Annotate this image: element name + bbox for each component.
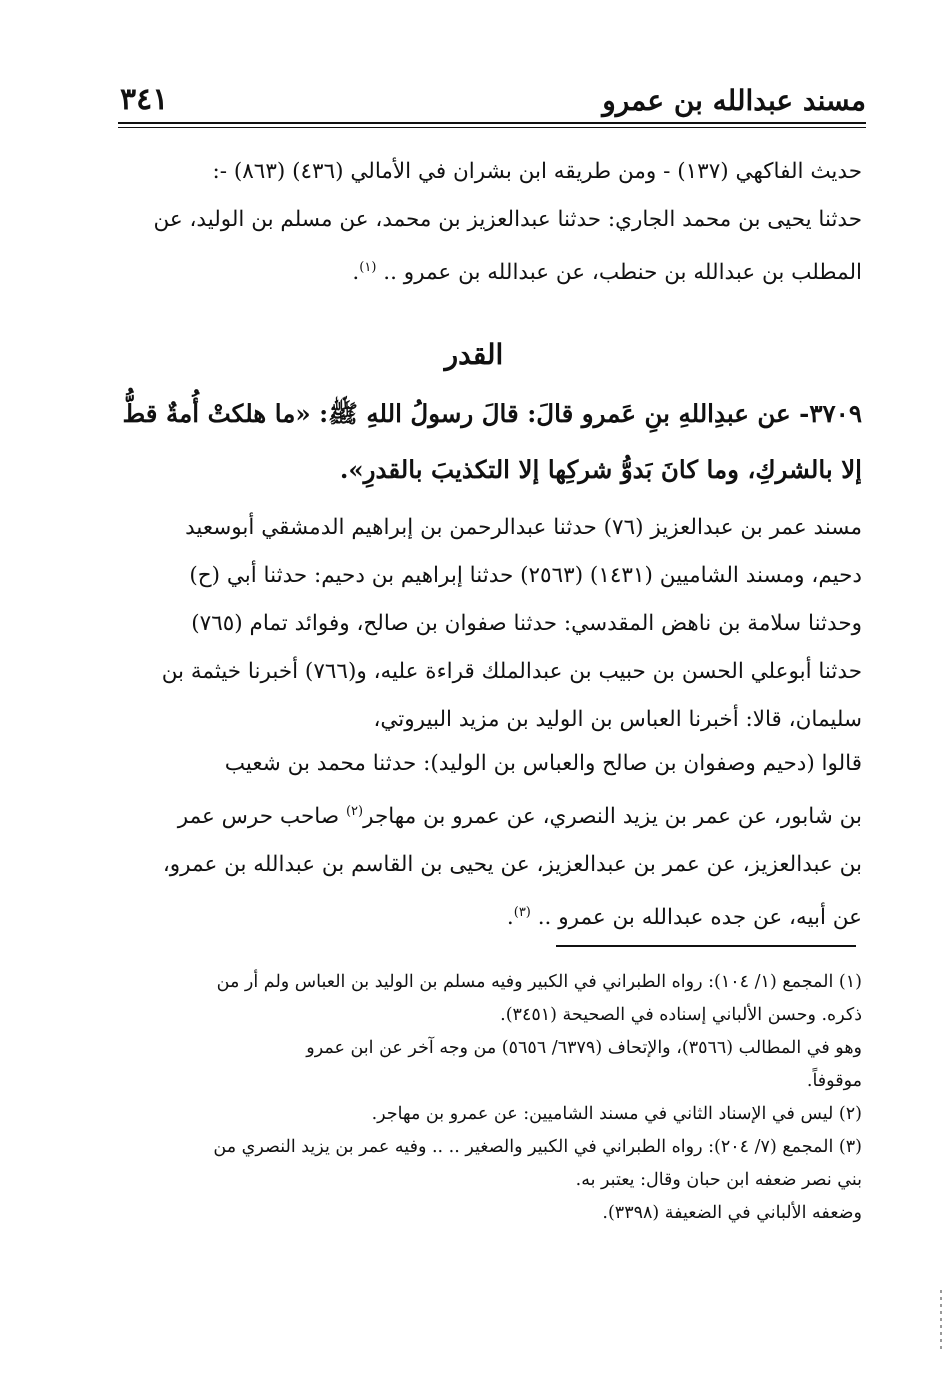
running-header-title: مسند عبدالله بن عمرو	[602, 84, 866, 117]
text-line: وحدثنا سلامة بن ناهض المقدسي: حدثنا صفوان بن صالح، وفوائد تمام (٧٦٥)	[191, 611, 862, 636]
text-line: سليمان، قالا: أخبرنا العباس بن الوليد بن مزيد البيروتي،	[373, 707, 862, 732]
page-number: ٣٤١	[120, 82, 169, 117]
text-line: بن عبدالعزيز، عن عمر بن عبدالعزيز، عن يحيى بن القاسم بن عبدالله بن عمرو،	[162, 852, 862, 878]
footnote-line: ذكره. وحسن الألباني إسناده في الصحيحة (٣٤٥١).	[500, 1005, 862, 1025]
footnote-line: (٣) المجمع (٧/ ٢٠٤): رواه الطبراني في الكبير والصغير .. .. وفيه عمر بن يزيد النصري من	[213, 1137, 862, 1157]
header-rule-thin	[118, 127, 866, 128]
hadith-line: ٣٧٠٩- عن عبدِاللهِ بنِ عَمرو قالَ: قالَ رسولُ اللهِ ﷺ: «ما هلكتْ أُمةٌ قطُّ	[122, 399, 862, 428]
text-line: مسند عمر بن عبدالعزيز (٧٦) حدثنا عبدالرحمن بن إبراهيم الدمشقي أبوسعيد	[185, 515, 862, 540]
text-line: قالوا (دحيم وصفوان بن صالح والعباس بن الوليد): حدثنا محمد بن شعيب	[224, 751, 862, 776]
footnote-ref: (٢)	[345, 804, 364, 819]
footnote-line: وضعفه الألباني في الضعيفة (٣٣٩٨).	[602, 1203, 862, 1223]
hadith-line: إلا بالشركِ، وما كانَ بَدوُّ شركِها إلا التكذيبَ بالقدرِ».	[339, 455, 862, 484]
page-edge-marks	[940, 1290, 942, 1350]
text-line	[118, 889, 862, 942]
footnotes	[118, 966, 862, 1230]
text-line: حدثنا يحيى بن محمد الجاري: حدثنا عبدالعزيز بن محمد، عن مسلم بن الوليد، عن	[153, 207, 862, 232]
text-line	[118, 244, 862, 297]
intro-paragraph	[118, 148, 862, 297]
footnote-ref: (١)	[359, 260, 377, 275]
text-segment: بن شابور، عن عمر بن يزيد النصري، عن عمرو بن مهاجر	[363, 804, 862, 830]
footnote-line: وهو في المطالب (٣٥٦٦)، والإتحاف (٦٣٧٩/ ٥٦٥٦) من وجه آخر عن ابن عمرو	[306, 1038, 862, 1058]
sources-paragraph	[118, 504, 862, 744]
footnote-line: بني نصر ضعفه ابن حبان وقال: يعتبر به.	[575, 1170, 862, 1190]
footnote-line: موقوفاً.	[806, 1071, 862, 1091]
end-dot: .	[352, 260, 360, 286]
text-segment: عن أبيه، عن جده عبدالله بن عمرو ..	[537, 905, 862, 931]
text-segment: صاحب حرس عمر	[177, 804, 346, 830]
footnote-ref: (٣)	[513, 905, 531, 921]
footnote-line: (٢) ليس في الإسناد الثاني في مسند الشاميين: عن عمرو بن مهاجر.	[371, 1104, 862, 1124]
end-dot: .	[506, 905, 514, 931]
text-line: دحيم، ومسند الشاميين (١٤٣١) (٢٥٦٣) حدثنا إبراهيم بن دحيم: حدثنا أبي (ح)	[189, 563, 862, 588]
text-line: حدثنا أبوعلي الحسن بن حبيب بن عبدالملك قراءة عليه، و(٧٦٦) أخبرنا خيثمة بن	[161, 659, 862, 684]
text-segment: المطلب بن عبدالله بن حنطب، عن عبدالله بن عمرو ..	[383, 260, 862, 286]
footnote-separator	[556, 945, 856, 947]
text-line: حديث الفاكهي (١٣٧) - ومن طريقه ابن بشران في الأمالي (٤٣٦) (٨٦٣) -:	[212, 159, 862, 184]
hadith-text	[118, 386, 862, 498]
text-line	[118, 788, 862, 841]
section-heading: القدر	[444, 338, 504, 371]
footnote-line: (١) المجمع (١/ ١٠٤): رواه الطبراني في الكبير وفيه مسلم بن الوليد بن العباس ولم أر من	[216, 972, 862, 992]
header-rule	[118, 122, 866, 124]
chain-paragraph	[118, 740, 862, 942]
